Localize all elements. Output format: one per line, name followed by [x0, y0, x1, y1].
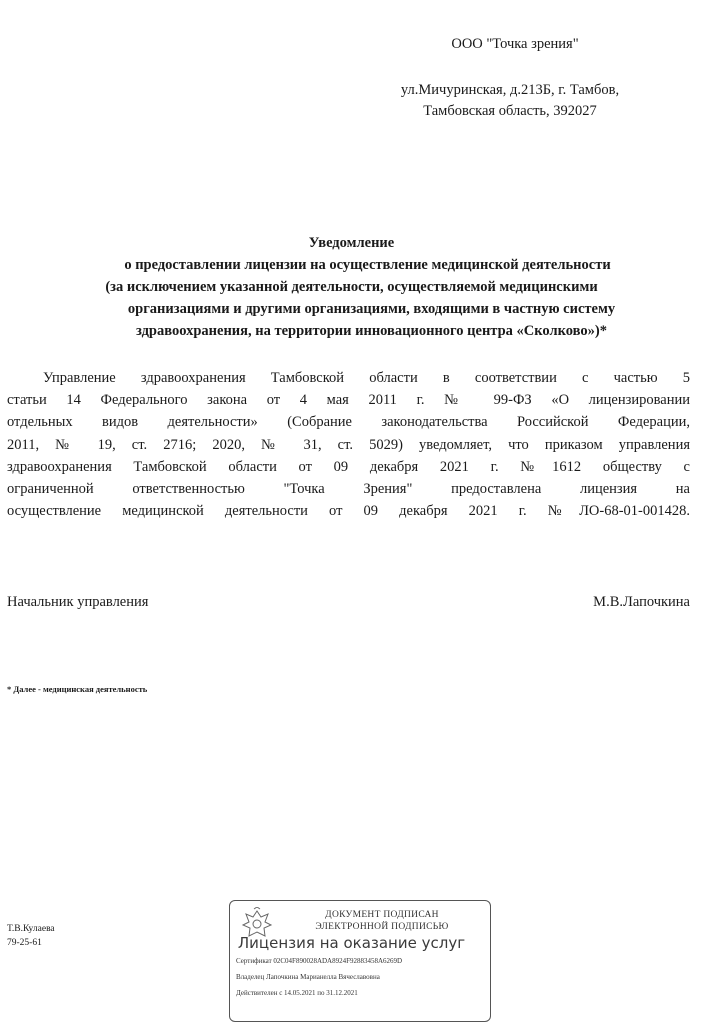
electronic-signature-stamp [229, 900, 491, 1022]
executor-phone: 79-25-61 [7, 938, 42, 948]
body-line: отдельных видов деятельности» (Собрание законодательства Российской Федерации, [7, 414, 690, 431]
body-line: статьи 14 Федерального закона от 4 мая 2011 г. № 99-ФЗ «О лицензировании [7, 392, 690, 409]
address-line: ул.Мичуринская, д.213Б, г. Тамбов, [400, 82, 620, 98]
address-line: Тамбовская область, 392027 [423, 103, 597, 119]
esign-owner: Владелец Лапочкина Марианелла Вячеславовна [236, 973, 380, 981]
executor-name: Т.В.Кулаева [7, 924, 55, 934]
body-line: здравоохранения Тамбовской области от 09 декабря 2021 г. №1612 обществу с [7, 458, 690, 475]
esign-certificate: Сертификат 02C04F890028ADA8924F92883458A6269D [236, 957, 403, 965]
recipient-address [340, 80, 680, 122]
signatory-position: Начальник управления [7, 594, 149, 610]
esign-validity: Действителен с 14.05.2021 по 31.12.2021 [236, 989, 358, 997]
body-line: ограниченной ответственностью "Точка Зрения" предоставлена лицензия на [7, 481, 690, 498]
footnote: * Далее - медицинская деятельность [7, 684, 148, 694]
notice-title-line: о предоставлении лицензии на осуществление медицинской деятельности [124, 257, 611, 273]
image-caption: Лицензия на оказание услуг [237, 934, 466, 952]
signatory-name: М.В.Лапочкина [593, 594, 690, 610]
recipient-org-name: ООО "Точка зрения" [451, 36, 579, 52]
notice-title-line: организациями и другими организациями, входящими в частную систему [127, 301, 616, 317]
notice-title [0, 232, 703, 342]
notice-body [7, 367, 690, 522]
notice-title-line: здравоохранения, на территории инновационного центра «Сколково»)* [136, 323, 607, 339]
body-line: Управление здравоохранения Тамбовской области в соответствии с частью 5 [43, 370, 690, 386]
notice-title-line: (за исключением указанной деятельности, осуществляемой медицинскими [105, 279, 598, 295]
esign-heading [282, 909, 482, 933]
body-line: 2011, № 19, ст. 2716; 2020, № 31, ст. 5029) уведомляет, что приказом управления [7, 436, 690, 453]
esign-heading-line: ДОКУМЕНТ ПОДПИСАН [325, 910, 439, 920]
body-line: осуществление медицинской деятельности от 09 декабря 2021 г. №ЛО-68-01-001428. [7, 503, 690, 520]
esign-heading-line: ЭЛЕКТРОННОЙ ПОДПИСЬЮ [315, 922, 449, 932]
notice-title-heading: Уведомление [308, 235, 395, 251]
